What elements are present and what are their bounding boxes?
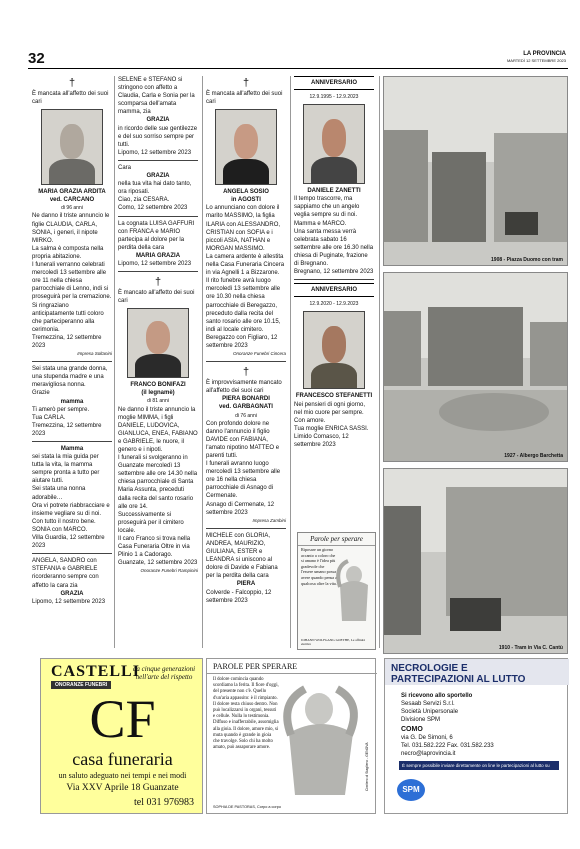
deceased-nickname: (il legnamè) <box>141 390 175 397</box>
obituary-intro: È mancato all'affetto dei suoi cari <box>118 290 195 305</box>
message-name: mamma <box>60 398 84 405</box>
separator <box>206 528 286 529</box>
castelli-ad <box>40 658 203 814</box>
message-name: MARIA GRAZIA <box>135 252 181 259</box>
box-title-2: PARTECIPAZIONI AL LUTTO <box>391 674 526 685</box>
separator <box>118 271 198 272</box>
portrait-photo <box>303 104 365 184</box>
separator <box>32 441 112 442</box>
message-text: SELENE e STEFANO si stringono con affetto a Claudia, Carla e Sonia per la scomparsa dell'amata mamma, zia <box>118 77 195 116</box>
cf-logo: CF <box>89 689 156 749</box>
info-phone: Tel. 031.582.222 Fax. 031.582.233 <box>401 743 494 749</box>
place-date: Lipomo, 12 settembre 2023 <box>32 598 106 605</box>
separator <box>118 160 198 161</box>
deceased-name: MARIA GRAZIA ARDITA <box>38 189 106 196</box>
obituary-text: Ne danno il triste annuncio le figlie CLAUDIA, CARLA, SONIA, i generi, il nipote MIRKO. <box>32 213 110 244</box>
message-text: Sei stata una grande donna, una stupenda madre e una meravigliosa nonna. <box>32 366 108 389</box>
anniversary-text: Nei pensieri di ogni giorno, nel mio cuore per sempre. <box>294 401 366 416</box>
anniversary-dates: 12.9.2020 - 12.9.2023 <box>309 301 359 308</box>
message-signature: SONIA con MARCO. <box>32 526 88 533</box>
message-text: Sei stata una nonna adorabile… <box>32 486 86 501</box>
ad-title: casa funeraria <box>72 749 173 769</box>
quote-title: Parole per sperare <box>298 533 375 546</box>
place-date: Lipomo, 12 settembre 2023 <box>118 260 192 267</box>
ad-slogan: un saluto adeguato nei tempi e nei modi <box>58 771 187 780</box>
obituary-text: Il caro Franco si trova nella Casa Funeraria Oltre in via Plinio 1 a Cadorago. <box>118 536 191 559</box>
anniversary-dates: 12.9.1995 - 12.9.2023 <box>309 94 359 101</box>
portrait-photo <box>41 109 103 185</box>
funeral-home-signature: Onoranze Funebri Rampinini <box>140 568 198 574</box>
deceased-age: di 81 anni <box>147 398 169 405</box>
column-divider <box>202 76 203 648</box>
deceased-name: FRANCESCO STEFANETTI <box>295 393 373 400</box>
info-email[interactable]: necro@laprovincia.it <box>401 751 456 757</box>
deceased-name: FRANCO BONIFAZI <box>130 382 186 389</box>
place-date: Villa Guardia, 12 settembre 2023 <box>32 535 105 550</box>
cross-icon: † <box>242 366 250 379</box>
message-text: ANGELA, SANDRO con STEFANIA e GABRIELE ricorderanno sempre con affetto la cara zia <box>32 558 99 589</box>
funeral-home-signature: Impresa Soltanini <box>77 351 112 357</box>
anniversary-text: Una santa messa verrà celebrata sabato 16 settembre alle ore 16.30 nella chiesa di Puginate, frazione di Bregnano. <box>294 228 374 268</box>
newspaper-brand: LA PROVINCIA <box>523 51 566 57</box>
info-line: Sesaab Servizi S.r.l. <box>401 701 455 707</box>
column-divider <box>290 76 291 648</box>
quote-author: JOHANN WOLFGANG GOETHE, Le affinità elettive <box>301 638 366 646</box>
place-date: Bregnano, 12 settembre 2023 <box>294 269 374 276</box>
ad-brand-sub: ONORANZE FUNEBRI <box>51 681 111 689</box>
anniversary-text: Con amore. <box>294 417 326 424</box>
place-date: Tremezzina, 12 settembre 2023 <box>32 422 102 437</box>
obituary-intro: È improvvisamente mancato all'affetto dei suoi cari <box>206 380 282 395</box>
ad-phone: tel 031 976983 <box>134 797 194 808</box>
message-text: Cara <box>118 164 132 171</box>
deceased-name: ANGELA SOSIO <box>223 189 269 196</box>
info-line: Società Unipersonale <box>401 709 459 715</box>
separator <box>118 216 198 217</box>
obituary-text: Si ringraziano anticipatamente tutti coloro che parteciperanno alla cerimonia. <box>32 302 104 333</box>
obituary-text: Successivamente si proseguirà per il cimitero locale. <box>118 511 184 534</box>
place-date: Lipomo, 12 settembre 2023 <box>118 149 192 156</box>
page-number: 32 <box>28 50 45 67</box>
deceased-age: di 96 anni <box>61 205 83 212</box>
place-date: Limido Comasco, 12 settembre 2023 <box>294 433 349 448</box>
historic-photo <box>383 76 568 266</box>
message-text: La cognata LUISA GAFFURI con FRANCA e MARIO partecipa al dolore per la perdita della cara <box>118 220 195 251</box>
place-date: Tremezzina, 12 settembre 2023 <box>32 334 102 349</box>
poem-author: SOPHIA DE PASTORAS, Corpo a corpo <box>213 805 282 809</box>
box-title: PAROLE PER SPERARE <box>213 662 298 671</box>
historic-photo <box>383 272 568 462</box>
photo-caption: 1927 - Albergo Barchetta <box>504 453 563 459</box>
message-signature: Ciao, zia CESARA. <box>118 197 170 204</box>
obituary-text: Lo annunciano con dolore il marito MASSIMO, la figlia ILARIA con ALESSANDRO, CRISTIAN con SOFIA e i piccoli ASIA, NATHAN e MORGAN MASSIMO. <box>206 205 281 252</box>
funeral-home-signature: Onoranze Funebri Cincera <box>232 351 286 357</box>
deceased-name-suffix: in AGOSTI <box>231 197 261 204</box>
info-address: via G. De Simoni, 6 <box>401 735 453 741</box>
portrait-photo <box>215 109 277 185</box>
anniversary-column <box>294 76 374 449</box>
message-name: GRAZIA <box>146 173 170 180</box>
message-text: Ora vi potrete riabbracciare e insieme vegliare su di noi. Con tutto il nostro bene. <box>32 502 110 525</box>
obituary-text: Ne danno il triste annuncio la moglie MIMMA, i figli DANIELE, LUDOVICA, GIANLUCA, ENEA, FABIANO e GABRIELE, le nuore, il genero e i nipoti. <box>118 406 198 453</box>
ad-brand: CASTELLI <box>51 663 140 680</box>
obituary-text: Il rito funebre avrà luogo mercoledì 13 settembre alle ore 10.30 nella chiesa parrocchiale di Beregazzo, preceduto dalla recita del santo rosario alle ore 10.15, indi al locale cimitero. <box>206 278 281 333</box>
portrait-photo <box>303 311 365 389</box>
necrologie-info-box <box>384 658 568 814</box>
message-text: nella tua vita hai dato tanto, ora riposati. <box>118 181 192 196</box>
info-city: COMO <box>401 726 423 733</box>
obituary-text: La camera ardente è allestita nella Casa Funeraria Cincera in via Agnelli 1 a Bizzarone. <box>206 253 285 277</box>
historic-photo <box>383 468 568 654</box>
place-date: Como, 12 settembre 2023 <box>118 205 188 212</box>
obituary-column-1 <box>32 76 112 606</box>
deceased-age: di 76 anni <box>235 412 257 419</box>
message-signature: Mamma e MARCO. <box>294 220 347 227</box>
cross-icon: † <box>154 276 162 289</box>
message-name: GRAZIA <box>146 117 170 124</box>
angel-statue-image <box>336 555 372 625</box>
deceased-name-suffix: ved. CARCANO <box>49 197 95 204</box>
obituary-intro: È mancata all'affetto dei suoi cari <box>32 91 109 106</box>
place-date: Guanzate, 12 settembre 2023 <box>118 560 198 567</box>
deceased-name: DANIELE ZANETTI <box>307 188 361 195</box>
obituary-text: I funerali verranno celebrati mercoledì 13 settembre alle ore 11 nella chiesa parrocchiale di Lenno, indi si proseguirà per la cremazione. <box>32 262 112 301</box>
column-divider <box>114 76 115 648</box>
separator <box>206 361 286 362</box>
issue-date: MARTEDÌ 12 SETTEMBRE 2023 <box>506 58 566 63</box>
message-name: GRAZIA <box>60 590 84 597</box>
place-date: Asnago di Cermenate, 12 settembre 2023 <box>206 501 275 516</box>
angel-statue-image <box>279 679 363 801</box>
separator <box>32 553 112 554</box>
quote-text: Riposare un giorno accanto a coloro che si amano è l'idea più gradevole che l'essere umano possa avere quando pensa a qualcosa oltre la vita. <box>301 547 337 586</box>
header-divider <box>28 68 568 69</box>
obituary-text: Con profondo dolore ne danno l'annuncio il figlio DAVIDE con FABIANA, l'amato nipotino MATTEO e parenti tutti. <box>206 420 280 459</box>
message-text: in ricordo delle sue gentilezze e del suo sorriso sempre per tutti. <box>118 125 198 148</box>
message-name: PIERA <box>236 581 256 588</box>
message-signature: Tua moglie ENRICA SASSI. <box>294 425 369 432</box>
poem-text: Il dolore comincia quando scordiamo la ferita. Il fiore d'oggi, del presente non c'è. Quello d'un'aria appassito: è il rimpianto. Il dolore resta chiuso dentro. Non può localizzarsi in organi, tessuti e cellule. Nulla lo testimonia. Diffuso e inafferrabile, assomiglia alla gioia. Il dolore, amore mio, si muta quando è grande in gioia che travolge. Solo chi ha molto amato, può assaporare amore. <box>213 677 279 751</box>
message-text: sei stata la mia guida per tutta la vita, la mamma sempre pronta a tutto per aiutare tutti. <box>32 454 100 485</box>
cross-icon: † <box>68 77 76 89</box>
obituary-column-2 <box>118 76 198 576</box>
message-heading: Mamma <box>60 446 84 452</box>
obituary-text: I funerali avranno luogo mercoledì 13 settembre alle ore 16 nella chiesa parrocchiale di Asnago di Cermenate. <box>206 461 281 500</box>
image-credit: Cimitero di Staglieno - GENOVA <box>365 742 369 791</box>
anniversary-heading: ANNIVERSARIO <box>294 283 374 297</box>
deceased-name: PIERA BONARDI <box>222 396 270 403</box>
anniversary-text: Il tempo trascorre, ma sappiamo che un angelo veglia sempre su di noi. <box>294 196 360 219</box>
place-date: Beregazzo con Figliaro, 12 settembre 2023 <box>206 334 278 349</box>
obituary-text: La salma è composta nella propria abitazione. <box>32 245 104 260</box>
spm-logo: SPM <box>397 779 425 801</box>
obituary-intro: È mancata all'affetto dei suoi cari <box>206 91 283 106</box>
info-line: Si ricevono allo sportello <box>401 693 473 699</box>
quote-box <box>297 532 376 650</box>
box-title: NECROLOGIE E <box>391 663 468 674</box>
message-signature: Tua CARLA. <box>32 414 66 421</box>
obituary-column-3 <box>206 76 286 605</box>
photo-caption: 1910 - Tram in Via C. Cantù <box>498 645 563 651</box>
separator <box>32 361 112 362</box>
message-text: MICHELE con GLORIA, ANDREA, MAURIZIO, GIULIANA, ESTER e LEANDRA si uniscono al dolore di Davide e Fabiana per la perdita della cara <box>206 532 278 580</box>
online-note: È sempre possibile inviare direttamente on line le partecipazioni al lutto su <box>399 761 559 770</box>
message-text: Ti amerò per sempre. <box>32 406 90 413</box>
photo-caption: 1908 - Piazza Duomo con tram <box>491 257 563 263</box>
separator <box>294 279 374 280</box>
anniversary-heading: ANNIVERSARIO <box>294 76 374 90</box>
cross-icon: † <box>242 77 250 89</box>
deceased-name-suffix: ved. GARBAGNATI <box>219 404 273 411</box>
funeral-home-signature: Impresa Zambini <box>252 517 286 523</box>
column-divider <box>379 76 380 648</box>
parole-per-sperare-box <box>206 658 376 814</box>
portrait-photo <box>127 308 189 378</box>
place-date: Colverde - Falcoppio, 12 settembre 2023 <box>206 589 272 604</box>
ad-tagline: da cinque generazioni nell'arte del rispetto <box>132 665 196 681</box>
obituary-text: I funerali si svolgeranno in Guanzate mercoledì 13 settembre alle ore 14.30 nella chiesa parrocchiale di Santa Maria Assunta, preceduti dalla recita del santo rosario alle ore 14. <box>118 455 198 510</box>
info-line: Divisione SPM <box>401 717 441 723</box>
ad-address: Via XXV Aprile 18 Guanzate <box>66 783 179 793</box>
message-text: Grazie <box>32 390 50 397</box>
